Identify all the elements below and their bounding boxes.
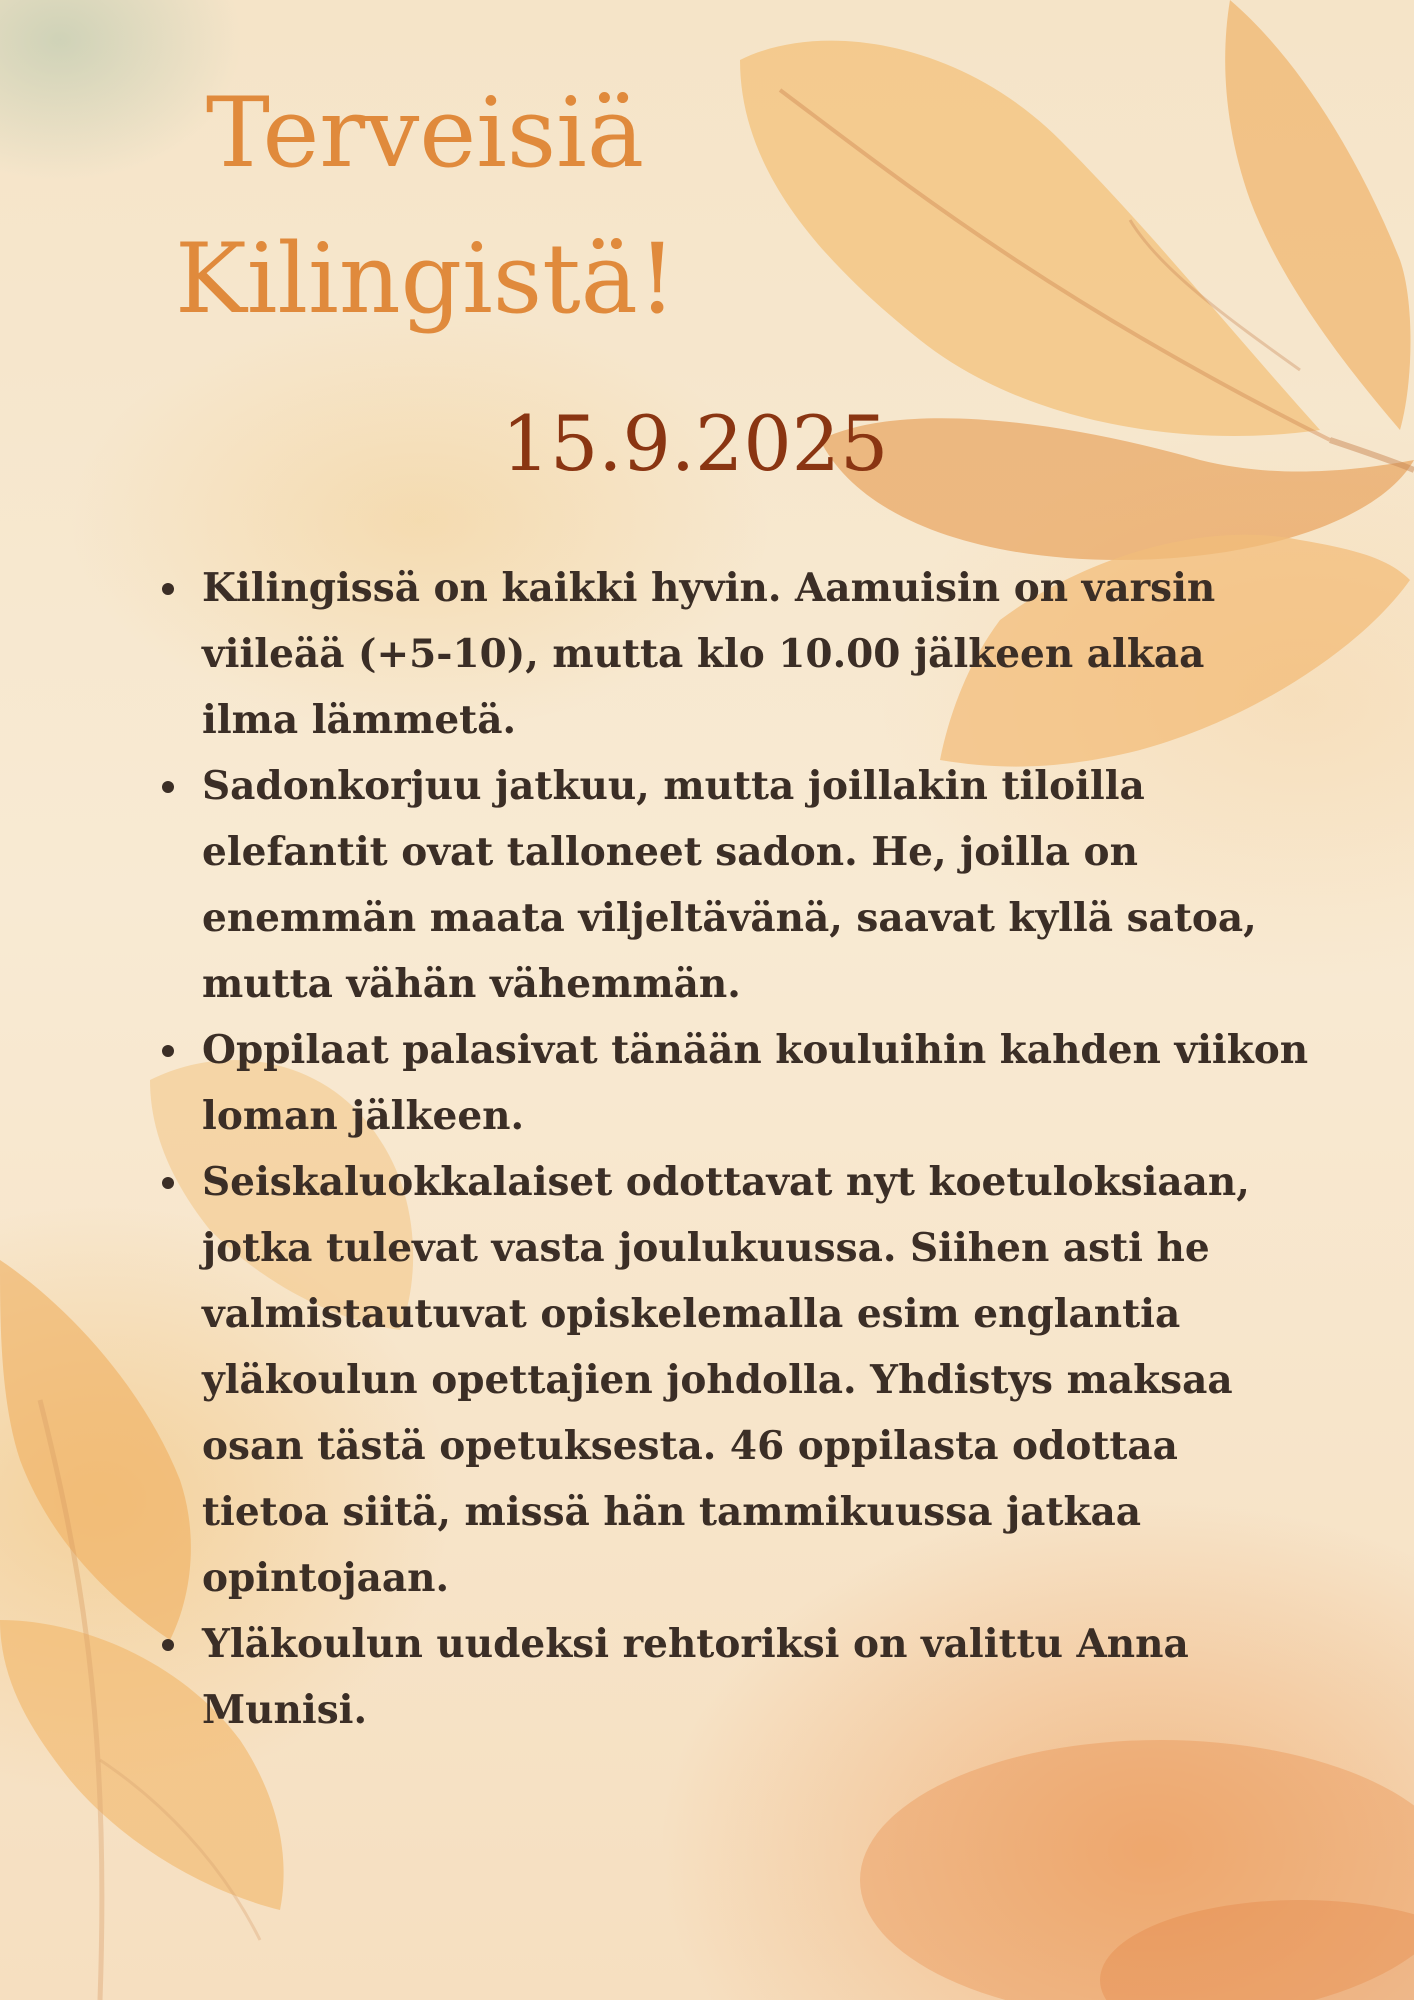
news-list [150,555,1312,1743]
list-item-text: Yläkoulun uudeksi rehtoriksi on valittu Anna Munisi. [202,1621,1189,1733]
greeting-title [175,60,675,352]
bullet-icon [162,781,174,793]
list-item [202,1017,1312,1149]
list-item [202,555,1312,753]
bullet-icon [162,1177,174,1189]
list-item [202,1611,1312,1743]
bullet-icon [162,1639,174,1651]
list-item-text: Sadonkorjuu jatkuu, mutta joillakin tiloilla elefantit ovat talloneet sadon. He, joilla on enemmän maata viljeltävänä, saavat kyllä satoa, mutta vähän vähemmän. [202,763,1257,1007]
list-item [202,1149,1312,1611]
letter-date: 15.9.2025 [501,399,889,488]
list-item-text: Oppilaat palasivat tänään kouluihin kahden viikon loman jälkeen. [202,1027,1309,1139]
list-item [202,753,1312,1017]
list-item-text: Kilingissä on kaikki hyvin. Aamuisin on varsin viileää (+5-10), mutta klo 10.00 jälkeen alkaa ilma lämmetä. [202,565,1216,743]
list-item-text: Seiskaluokkalaiset odottavat nyt koetuloksiaan, jotka tulevat vasta joulukuussa. Siihen asti he valmistautuvat opiskelemalla esim englantia yläkoulun opettajien johdolla. Yhdistys maksaa osan tästä opetuksesta. 46 oppilasta odottaa tietoa siitä, missä hän tammikuussa jatkaa opintojaan. [202,1159,1250,1601]
bullet-icon [162,1045,174,1057]
title-line-1: Terveisiä [205,77,645,189]
bullet-icon [162,583,174,595]
title-line-2: Kilingistä! [175,223,677,335]
